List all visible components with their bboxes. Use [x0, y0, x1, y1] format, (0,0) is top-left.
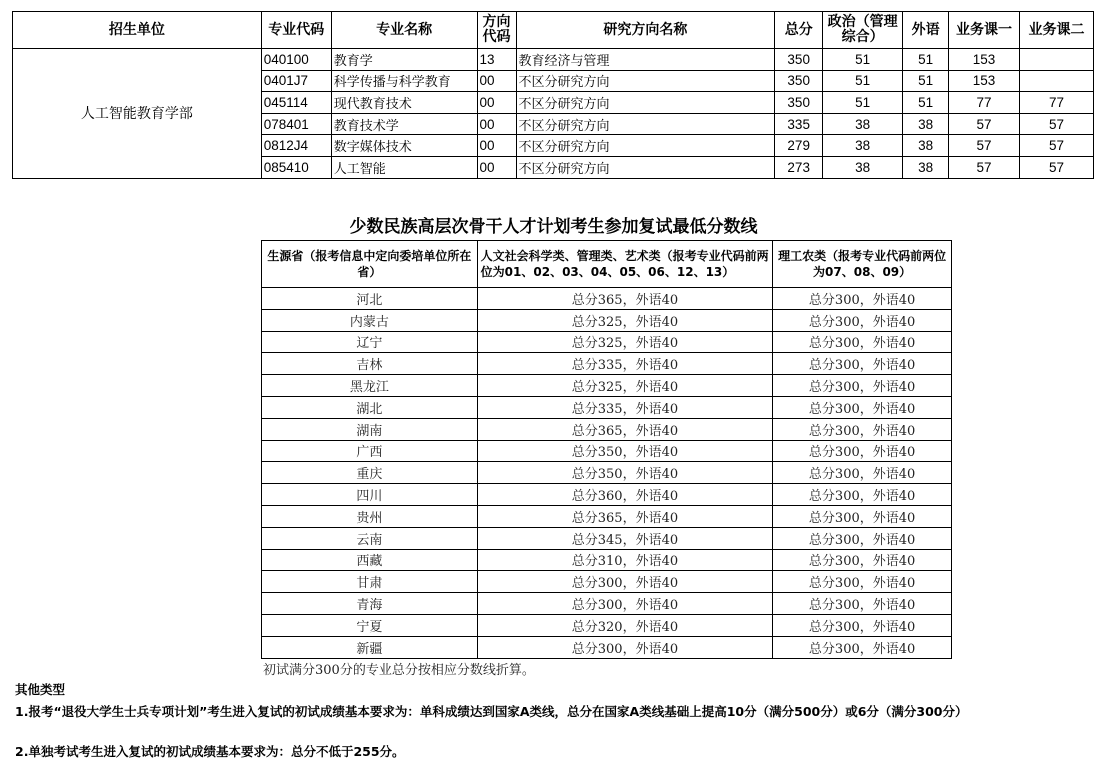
language-score: 38	[903, 113, 949, 135]
humanities-score-cell: 总分360，外语40	[477, 484, 773, 506]
header-direction-code: 方向代码	[477, 12, 516, 49]
unit-cell: 人工智能教育学部	[13, 49, 262, 179]
total-score: 350	[775, 92, 823, 114]
major-name: 人工智能	[331, 156, 477, 178]
humanities-score-cell: 总分365，外语40	[477, 418, 773, 440]
science-score-cell: 总分300，外语40	[773, 593, 952, 615]
language-score: 38	[903, 156, 949, 178]
province-cell: 西藏	[262, 549, 478, 571]
province-cell: 湖北	[262, 396, 478, 418]
language-score: 38	[903, 135, 949, 157]
science-score-cell: 总分300，外语40	[773, 288, 952, 310]
course-1-score: 57	[949, 135, 1020, 157]
course-2-score: 57	[1020, 135, 1094, 157]
science-score-cell: 总分300，外语40	[773, 505, 952, 527]
section-title: 少数民族高层次骨干人才计划考生参加复试最低分数线	[349, 217, 758, 237]
table-row	[262, 418, 952, 440]
major-code: 0401J7	[261, 70, 331, 92]
course-1-score: 153	[949, 49, 1020, 71]
header-course-2: 业务课二	[1020, 12, 1094, 49]
direction-code: 13	[477, 49, 516, 71]
header-major-name: 专业名称	[331, 12, 477, 49]
humanities-score-cell: 总分320，外语40	[477, 614, 773, 636]
other-types-title: 其他类型	[15, 682, 66, 697]
humanities-score-cell: 总分335，外语40	[477, 396, 773, 418]
course-2-score: 77	[1020, 92, 1094, 114]
science-score-cell: 总分300，外语40	[773, 353, 952, 375]
table-row	[262, 353, 952, 375]
table-row	[262, 484, 952, 506]
header-major-code: 专业代码	[261, 12, 331, 49]
humanities-score-cell: 总分300，外语40	[477, 571, 773, 593]
header-science: 理工农类（报考专业代码前两位为07、08、09）	[773, 241, 952, 288]
major-code: 085410	[261, 156, 331, 178]
table-row	[262, 549, 952, 571]
province-cell: 重庆	[262, 462, 478, 484]
table-row	[262, 440, 952, 462]
humanities-score-cell: 总分325，外语40	[477, 331, 773, 353]
major-name: 科学传播与科学教育	[331, 70, 477, 92]
major-name: 现代教育技术	[331, 92, 477, 114]
header-unit: 招生单位	[13, 12, 262, 49]
note-veteran-plan: 1.报考“退役大学生士兵专项计划”考生进入复试的初试成绩基本要求为：单科成绩达到国家A类线，总分在国家A类线基础上提高10分（满分500分）或6分（满分300分）	[15, 704, 968, 719]
table-row	[262, 593, 952, 615]
direction-code: 00	[477, 113, 516, 135]
header-humanities: 人文社会科学类、管理类、艺术类（报考专业代码前两位为01、02、03、04、05、06、12、13）	[477, 241, 773, 288]
humanities-score-cell: 总分300，外语40	[477, 636, 773, 658]
major-name: 数字媒体技术	[331, 135, 477, 157]
direction-name: 不区分研究方向	[516, 135, 775, 157]
course-2-score	[1020, 70, 1094, 92]
humanities-score-cell: 总分350，外语40	[477, 462, 773, 484]
total-score: 273	[775, 156, 823, 178]
total-score: 350	[775, 70, 823, 92]
direction-code: 00	[477, 135, 516, 157]
humanities-score-cell: 总分365，外语40	[477, 288, 773, 310]
course-1-score: 77	[949, 92, 1020, 114]
table-row	[262, 309, 952, 331]
science-score-cell: 总分300，外语40	[773, 309, 952, 331]
language-score: 51	[903, 92, 949, 114]
province-cell: 宁夏	[262, 614, 478, 636]
table-row	[262, 462, 952, 484]
course-2-score: 57	[1020, 113, 1094, 135]
footnote: 初试满分300分的专业总分按相应分数线折算。	[263, 663, 535, 678]
table-row	[262, 614, 952, 636]
politics-score: 38	[823, 156, 903, 178]
table-row	[262, 375, 952, 397]
language-score: 51	[903, 49, 949, 71]
province-cell: 贵州	[262, 505, 478, 527]
province-cell: 吉林	[262, 353, 478, 375]
direction-code: 00	[477, 156, 516, 178]
major-code: 045114	[261, 92, 331, 114]
province-cell: 湖南	[262, 418, 478, 440]
direction-name: 不区分研究方向	[516, 156, 775, 178]
header-language: 外语	[903, 12, 949, 49]
note-independent-exam: 2.单独考试考生进入复试的初试成绩基本要求为：总分不低于255分。	[15, 744, 405, 759]
humanities-score-cell: 总分350，外语40	[477, 440, 773, 462]
major-code: 078401	[261, 113, 331, 135]
science-score-cell: 总分300，外语40	[773, 440, 952, 462]
table-row	[262, 396, 952, 418]
table-header-row	[13, 12, 1094, 49]
direction-name: 不区分研究方向	[516, 70, 775, 92]
major-name: 教育技术学	[331, 113, 477, 135]
politics-score: 51	[823, 92, 903, 114]
language-score: 51	[903, 70, 949, 92]
course-1-score: 57	[949, 156, 1020, 178]
course-1-score: 57	[949, 113, 1020, 135]
major-name: 教育学	[331, 49, 477, 71]
minority-score-table	[261, 240, 952, 659]
humanities-score-cell: 总分300，外语40	[477, 593, 773, 615]
province-cell: 四川	[262, 484, 478, 506]
header-course-1: 业务课一	[949, 12, 1020, 49]
header-direction-name: 研究方向名称	[516, 12, 775, 49]
course-1-score: 153	[949, 70, 1020, 92]
science-score-cell: 总分300，外语40	[773, 527, 952, 549]
province-cell: 新疆	[262, 636, 478, 658]
table-row	[262, 636, 952, 658]
science-score-cell: 总分300，外语40	[773, 331, 952, 353]
province-cell: 河北	[262, 288, 478, 310]
table-row	[262, 331, 952, 353]
science-score-cell: 总分300，外语40	[773, 636, 952, 658]
score-table	[12, 11, 1094, 179]
province-cell: 广西	[262, 440, 478, 462]
table-row	[262, 288, 952, 310]
science-score-cell: 总分300，外语40	[773, 418, 952, 440]
total-score: 335	[775, 113, 823, 135]
direction-name: 不区分研究方向	[516, 92, 775, 114]
course-2-score: 57	[1020, 156, 1094, 178]
science-score-cell: 总分300，外语40	[773, 549, 952, 571]
table-row	[13, 49, 1094, 71]
science-score-cell: 总分300，外语40	[773, 396, 952, 418]
direction-code: 00	[477, 70, 516, 92]
politics-score: 38	[823, 113, 903, 135]
province-cell: 青海	[262, 593, 478, 615]
humanities-score-cell: 总分335，外语40	[477, 353, 773, 375]
humanities-score-cell: 总分345，外语40	[477, 527, 773, 549]
header-province: 生源省（报考信息中定向委培单位所在省）	[262, 241, 478, 288]
course-2-score	[1020, 49, 1094, 71]
total-score: 279	[775, 135, 823, 157]
header-politics: 政治（管理综合）	[823, 12, 903, 49]
header-total: 总分	[775, 12, 823, 49]
total-score: 350	[775, 49, 823, 71]
province-cell: 辽宁	[262, 331, 478, 353]
major-code: 040100	[261, 49, 331, 71]
humanities-score-cell: 总分310，外语40	[477, 549, 773, 571]
science-score-cell: 总分300，外语40	[773, 571, 952, 593]
politics-score: 51	[823, 70, 903, 92]
science-score-cell: 总分300，外语40	[773, 462, 952, 484]
table-header-row	[262, 241, 952, 288]
science-score-cell: 总分300，外语40	[773, 375, 952, 397]
humanities-score-cell: 总分325，外语40	[477, 375, 773, 397]
table-row	[262, 505, 952, 527]
table-row	[262, 571, 952, 593]
direction-code: 00	[477, 92, 516, 114]
province-cell: 黑龙江	[262, 375, 478, 397]
humanities-score-cell: 总分325，外语40	[477, 309, 773, 331]
politics-score: 38	[823, 135, 903, 157]
science-score-cell: 总分300，外语40	[773, 484, 952, 506]
province-cell: 云南	[262, 527, 478, 549]
direction-name: 教育经济与管理	[516, 49, 775, 71]
table-row	[262, 527, 952, 549]
direction-name: 不区分研究方向	[516, 113, 775, 135]
science-score-cell: 总分300，外语40	[773, 614, 952, 636]
humanities-score-cell: 总分365，外语40	[477, 505, 773, 527]
province-cell: 内蒙古	[262, 309, 478, 331]
major-code: 0812J4	[261, 135, 331, 157]
politics-score: 51	[823, 49, 903, 71]
province-cell: 甘肃	[262, 571, 478, 593]
